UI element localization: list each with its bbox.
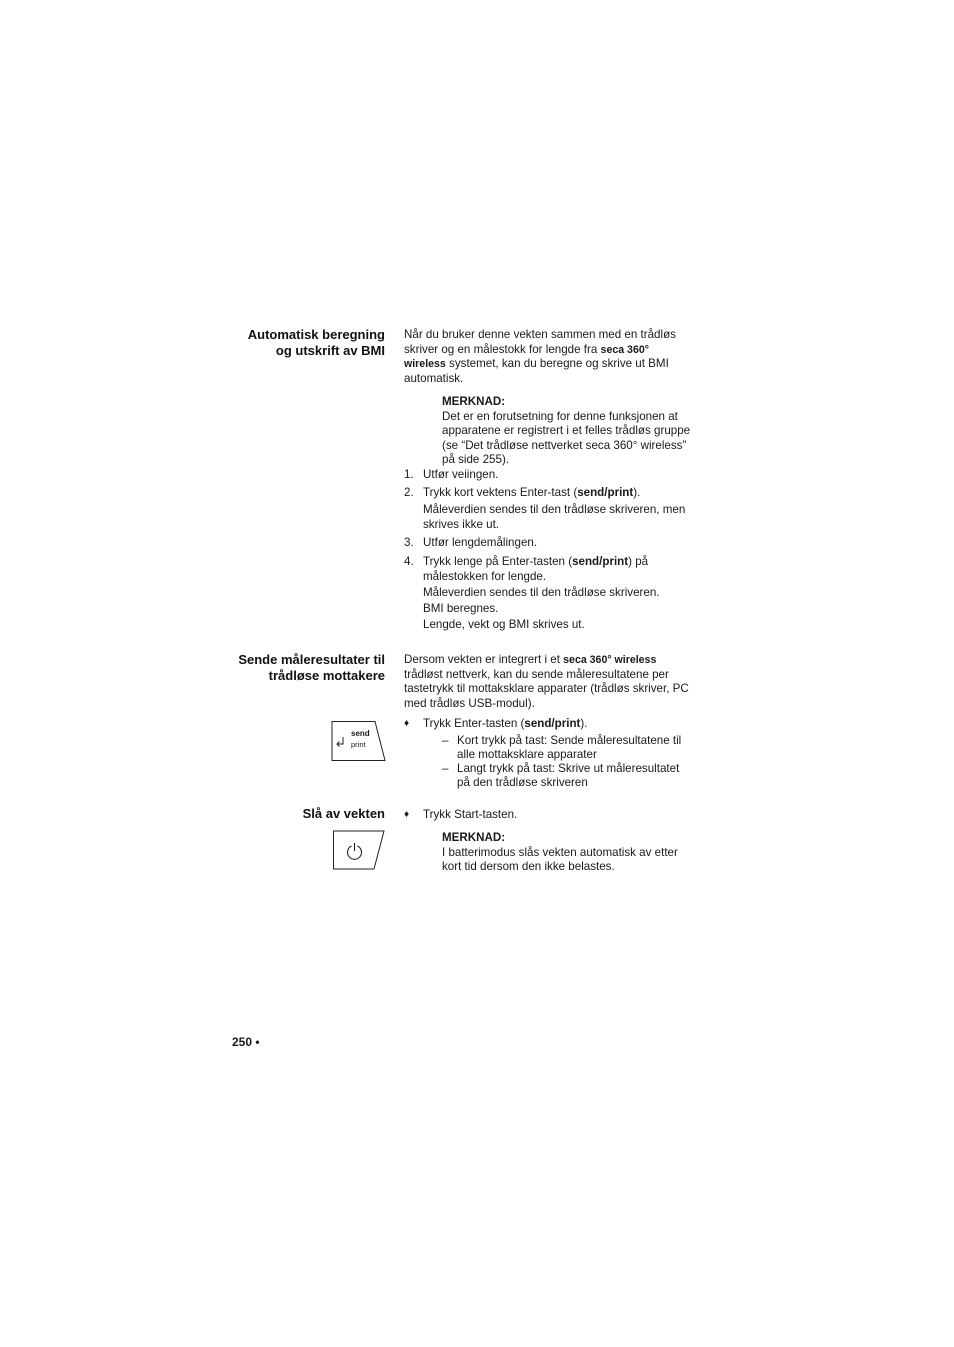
note-text: Det er en forutsetning for denne funksjonen at apparatene er registrert i et felles trådløs gruppe (se “Det trådløse nettverket seca 360° wireless” på side 255). (442, 409, 691, 467)
step-result: Måleverdien sendes til den trådløse skriveren, men skrives ikke ut. (423, 503, 686, 531)
step-result: Måleverdien sendes til den trådløse skriveren. (423, 586, 660, 599)
dash-text: Langt trykk på tast: Skrive ut måleresultatet på den trådløse skriveren (457, 762, 680, 789)
bmi-intro-paragraph: Når du bruker denne vekten sammen med en trådløs skriver og en målestokk for lengde fra seca 360° wireless systemet, kan du beregne og skrive ut BMI automatisk. (404, 328, 676, 385)
note-text: I batterimodus slås vekten automatisk av etter kort tid dersom den ikke belastes. (442, 845, 678, 874)
step-text: Utfør veiingen. (423, 468, 499, 481)
section-heading-bmi (185, 327, 385, 359)
heading-line: Automatisk beregning (247, 327, 385, 342)
step-number: 3. (404, 536, 414, 549)
brand-name: wireless (404, 358, 446, 371)
heading-line: Slå av vekten (302, 806, 385, 821)
step-text: Trykk lenge på Enter-tasten (send/print) på målestokken for lengde. (423, 555, 649, 583)
send-intro-paragraph: Dersom vekten er integrert i et seca 360° wireless trådløst nettverk, kan du sende måleresultatene per tastetrykk til mottaksklare apparater (trådløs skriver, PC med trådløs USB-modul). (404, 653, 689, 710)
heading-line: Sende måleresultater til (238, 652, 385, 667)
step-number: 1. (404, 468, 414, 481)
section-heading-send-results (185, 652, 385, 684)
bullet-text: Trykk Start-tasten. (423, 808, 518, 821)
step-number: 2. (404, 486, 414, 499)
note-block (442, 831, 692, 875)
page-number: 250 • (232, 1035, 260, 1049)
key-name: send/print (577, 486, 634, 499)
step-text: Trykk kort vektens Enter-tast (send/print). (423, 486, 641, 499)
key-name: send/print (524, 717, 581, 730)
bullet-icon: ♦ (404, 718, 410, 729)
heading-line: trådløse mottakere (268, 668, 385, 683)
note-label: MERKNAD: (442, 831, 506, 844)
section-heading-power-off (185, 806, 385, 822)
step-number: 4. (404, 555, 414, 568)
step-text: Utfør lengdemålingen. (423, 536, 538, 549)
dash-text: Kort trykk på tast: Sende måleresultatene til alle mottaksklare apparater (457, 734, 682, 761)
heading-line: og utskrift av BMI (275, 343, 385, 358)
step-result: Lengde, vekt og BMI skrives ut. (423, 618, 585, 631)
bullet-text: Trykk Enter-tasten (send/print). (423, 717, 588, 730)
key-name: send/print (572, 555, 629, 568)
key-label-print: print (351, 740, 366, 749)
key-label-send: send (351, 729, 370, 738)
bullet-icon: ♦ (404, 809, 410, 820)
note-block (442, 395, 692, 468)
note-label: MERKNAD: (442, 395, 506, 408)
send-print-key-icon (331, 720, 387, 762)
step-result: BMI beregnes. (423, 602, 499, 615)
power-key-icon (332, 830, 386, 870)
dash-icon: – (442, 734, 449, 747)
brand-name: seca 360° (600, 343, 649, 356)
brand-name: seca 360° wireless (563, 654, 657, 666)
dash-icon: – (442, 762, 449, 775)
